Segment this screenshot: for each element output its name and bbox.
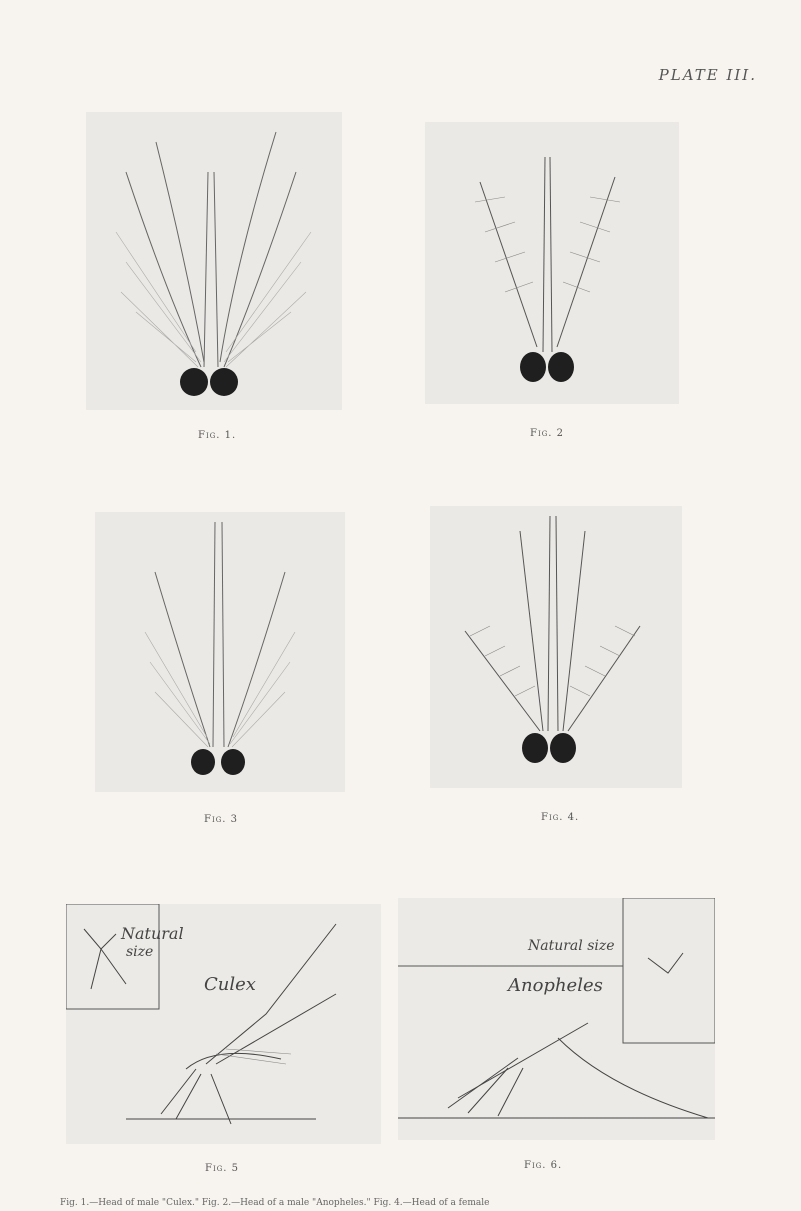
figure-6-caption: Fig. 6.: [524, 1160, 563, 1171]
figure-4-image: [430, 506, 682, 788]
plate-title: PLATE III.: [658, 66, 757, 84]
plate-description: Fig. 1.—Head of male "Culex." Fig. 2.—Head of a male "Anopheles." Fig. 4.—Head of a female: [60, 1198, 490, 1208]
culex-resting-posture-drawing: [66, 904, 381, 1144]
natural-size-label: Natural size: [528, 938, 615, 954]
figure-6-image: [398, 898, 715, 1140]
anopheles-male-head-drawing: [425, 122, 679, 404]
natural-size-label-line1: Natural: [121, 924, 184, 943]
culex-label: Culex: [204, 974, 256, 995]
anopheles-female-head-drawing: [430, 506, 682, 788]
figure-5-image: [66, 904, 381, 1144]
figure-3-image: [95, 512, 345, 792]
anopheles-label: Anopheles: [508, 975, 603, 996]
culex-female-head-drawing: [95, 512, 345, 792]
anopheles-resting-posture-drawing: [398, 898, 715, 1140]
figure-2-image: [425, 122, 679, 404]
culex-male-head-drawing: [86, 112, 342, 410]
figure-2-caption: Fig. 2: [530, 428, 565, 439]
figure-1-image: [86, 112, 342, 410]
figure-1-caption: Fig. 1.: [198, 430, 237, 441]
figure-4-caption: Fig. 4.: [541, 812, 580, 823]
natural-size-label-line2: size: [126, 944, 154, 960]
figure-3-caption: Fig. 3: [204, 814, 239, 825]
figure-5-caption: Fig. 5: [205, 1163, 240, 1174]
